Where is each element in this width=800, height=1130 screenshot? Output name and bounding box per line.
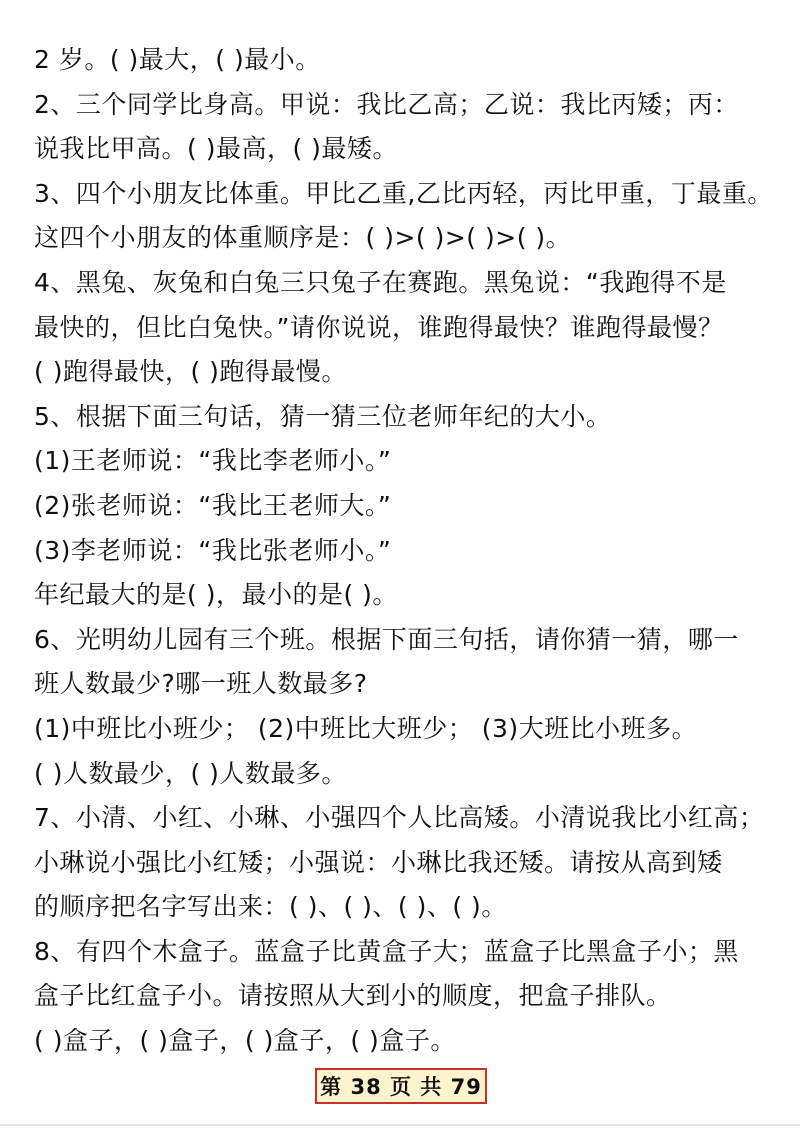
text-line: 5、根据下面三句话，猜一猜三位老师年纪的大小。 [34,401,612,431]
text-line: 2 岁。( )最大，( )最小。 [34,45,321,74]
text-line: 2、三个同学比身高。甲说：我比乙高；乙说：我比丙矮；丙： [34,89,739,119]
text-line: 7、小清、小红、小琳、小强四个人比高矮。小清说我比小红高； [34,803,765,833]
bottom-divider [0,1124,800,1126]
text-line: 3、四个小朋友比体重。甲比乙重,乙比丙轻，丙比甲重，丁最重。 [34,178,773,208]
text-line: 说我比甲高。( )最高，( )最矮。 [34,134,398,164]
text-line: 的顺序把名字写出来：( )、( )、( )、( )。 [34,892,507,922]
page-number-box [315,1068,487,1104]
text-line: (1)王老师说：“我比李老师小。” [34,446,392,476]
text-line: 8、有四个木盒子。蓝盒子比黄盒子大；蓝盒子比黑盒子小；黑 [34,936,739,966]
text-line: 4、黑兔、灰兔和白兔三只兔子在赛跑。黑兔说：“我跑得不是 [34,267,727,297]
text-line: 小琳说小强比小红矮；小强说：小琳比我还矮。请按从高到矮 [34,847,723,877]
text-line: 年纪最大的是( )，最小的是( )。 [34,580,398,610]
text-line: ( )盒子，( )盒子，( )盒子，( )盒子。 [34,1026,456,1056]
question-text-block [34,38,786,1064]
text-line: 盒子比红盒子小。请按照从大到小的顺度，把盒子排队。 [34,981,672,1011]
text-line: (1)中班比小班少； (2)中班比大班少； (3)大班比小班多。 [34,713,698,743]
text-line: 这四个小朋友的体重顺序是：( )>( )>( )>( )。 [34,223,572,253]
page-number-label: 第 38 页 共 79 [320,1075,482,1099]
text-line: (2)张老师说：“我比王老师大。” [34,490,392,520]
text-line: 最快的，但比白兔快。”请你说说，谁跑得最快？谁跑得最慢？ [34,312,724,342]
text-line: 6、光明幼儿园有三个班。根据下面三句括，请你猜一猜，哪一 [34,624,739,654]
text-line: (3)李老师说：“我比张老师小。” [34,535,392,565]
text-line: ( )人数最少，( )人数最多。 [34,758,347,788]
text-line: ( )跑得最快，( )跑得最慢。 [34,357,347,387]
text-line: 班人数最少?哪一班人数最多? [34,669,368,699]
